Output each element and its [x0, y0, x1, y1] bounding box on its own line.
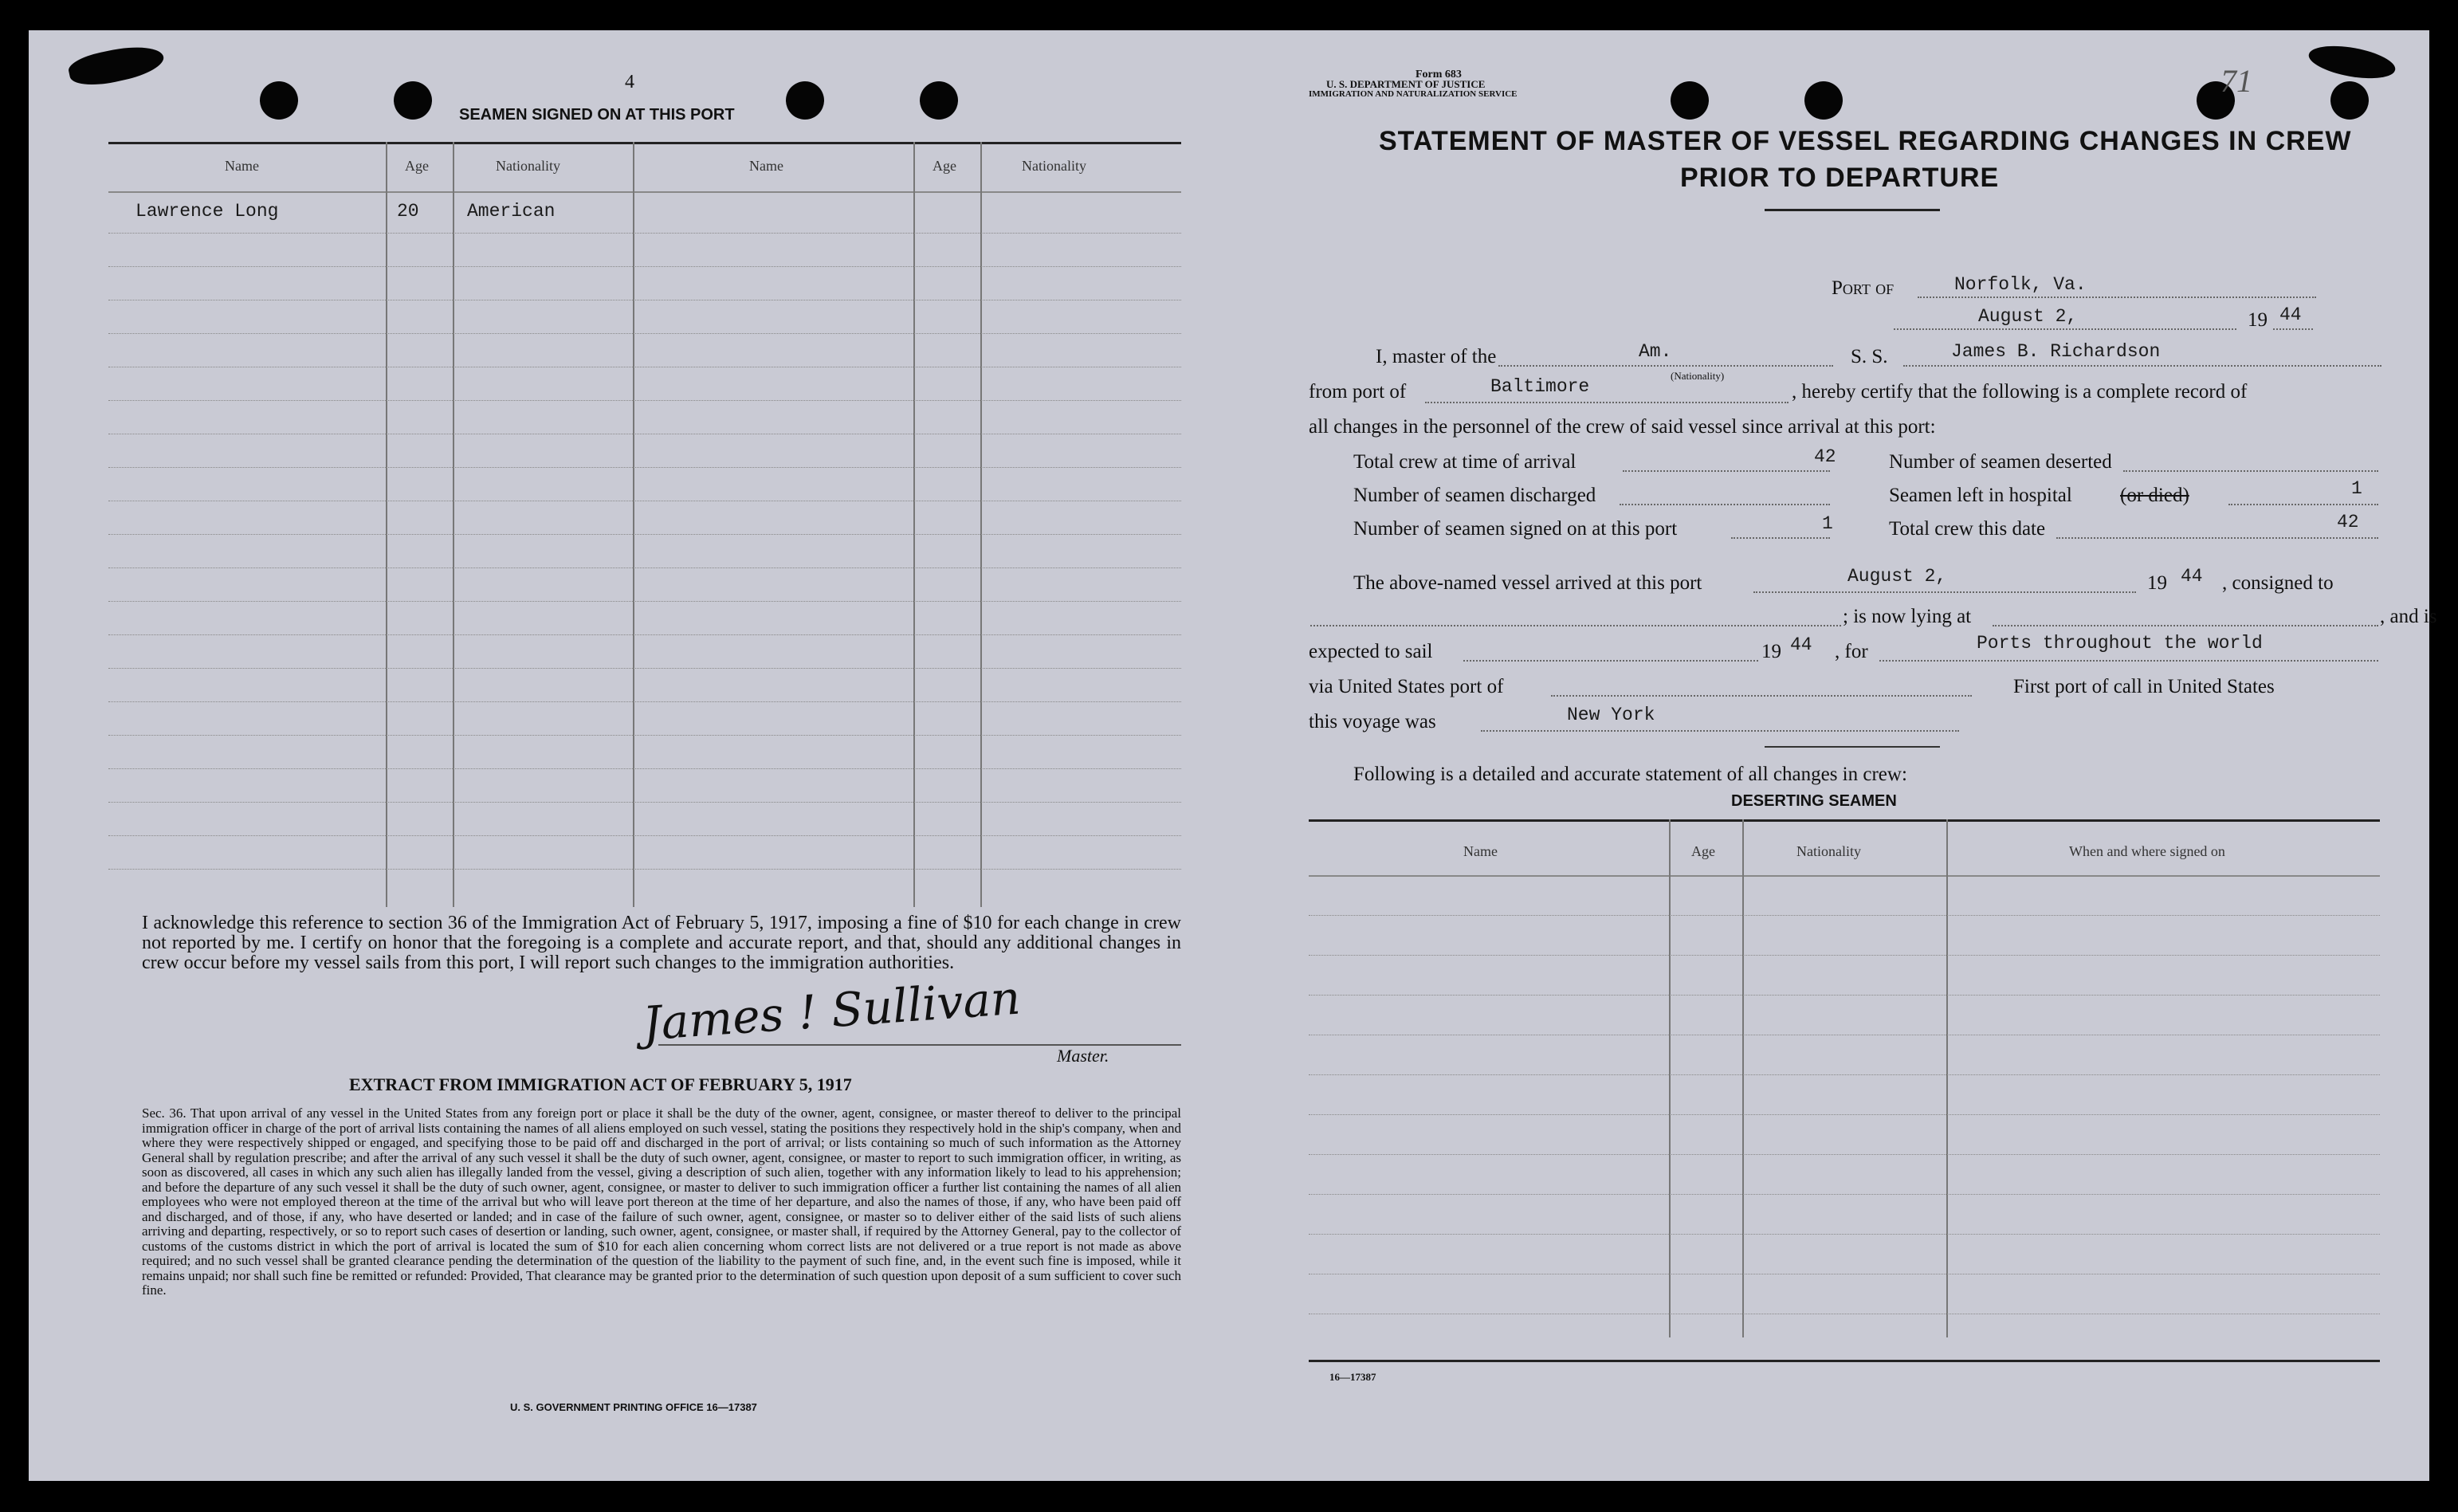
department: U. S. DEPARTMENT OF JUSTICE: [1326, 78, 1486, 90]
extract-text: Sec. 36. That upon arrival of any vessel in the United States from any foreign port or place it shall be the duty of the owner, agent, consignee, or master thereof to deliver to the principal immigration officer in charge of the port of arrival lists containing the names of all aliens employed on such vessel, stating the positions they respectively hold in the ship's company, when and where they were respectively shipped or engaged, and specifying those to be paid off and discharged in the port of arrival; or lists containing so much of such information as the Attorney General shall by regulation prescribe; and after the arrival of any such vessel it shall be the duty of such owner, agent, consignee, or master to report to such immigration officer, in writing, as soon as discovered, all cases in which any such alien has illegally landed from the vessel, giving a description of such alien, together with any information likely to lead to his apprehension; and before the departure of any such vessel it shall be the duty of such owner, agent, consignee, or master to deliver to such immigration officer a further list containing the names of all alien employees who were not employed thereon at the time of the arrival but who will leave port thereon at the time of her departure, and also the names of those, if any, who have been paid off and discharged, and of those, if any, who have deserted or landed; and in case of the failure of such owner, agent, consignee, or master so to deliver either of the said lists of such aliens arriving and departing, respectively, or so to report such cases of desertion or landing, such owner, agent, consignee, or master shall, if required by the Attorney General, pay to the collector of customs of the customs district in which the port of arrival is located the sum of $10 for each alien concerning whom correct lists are not delivered or a true report is not made as above required; and no such vessel shall be granted clearance pending the determination of the question of the liability to the payment of such fine, and, in the event such fine is imposed, while it remains unpaid; nor shall such fine be remitted or refunded: Provided, That clearance may be granted prior to the determination of such question upon deposit of a sum sufficient to cover such fine.: [142, 1106, 1181, 1298]
port-line: [1918, 297, 2316, 298]
stat-dots: [2056, 537, 2378, 539]
deserting-title: DESERTING SEAMEN: [1731, 792, 1897, 810]
following-text: Following is a detailed and accurate statement of all changes in crew:: [1353, 764, 1907, 785]
date-line: [1894, 328, 2236, 330]
col-divider: [913, 142, 915, 907]
header-nationality: Nationality: [496, 158, 560, 174]
first-port-line: [1481, 730, 1959, 732]
form-title-line2: PRIOR TO DEPARTURE: [1680, 163, 2000, 193]
deserting-header-name: Name: [1463, 843, 1498, 859]
vessel-line: [1903, 365, 2381, 367]
col-divider: [633, 142, 634, 907]
stat-dots: [2228, 504, 2378, 505]
total-arrival-value: 42: [1814, 446, 1836, 467]
total-arrival-label: Total crew at time of arrival: [1353, 451, 1576, 473]
printer-line: U. S. GOVERNMENT PRINTING OFFICE 16—17387: [510, 1401, 757, 1413]
col-divider: [980, 142, 982, 907]
torn-corner-blot: [2307, 41, 2398, 84]
hospital-value: 1: [2351, 478, 2362, 499]
deserting-top-rule: [1309, 819, 2380, 822]
port-value: Norfolk, Va.: [1954, 274, 2087, 295]
crew-name: Lawrence Long: [135, 201, 279, 222]
sail-year-prefix: 19: [1761, 641, 1781, 662]
handwritten-corner: 71: [2220, 63, 2252, 99]
stat-dots: [1731, 537, 1830, 539]
ss-label: S. S.: [1851, 346, 1888, 367]
deserting-header-when-where: When and where signed on: [2069, 843, 2225, 859]
punch-hole: [920, 81, 958, 120]
via-label: via United States port of: [1309, 676, 1504, 697]
header-nationality-2: Nationality: [1022, 158, 1086, 174]
table-header-rule: [108, 191, 1181, 193]
lying-line: [1993, 625, 2378, 626]
punch-hole: [2330, 81, 2369, 120]
master-signature: James ! Sullivan: [641, 970, 1023, 1051]
arrived-value: August 2,: [1847, 566, 1947, 587]
col-divider: [453, 142, 454, 907]
first-port-value: New York: [1567, 705, 1655, 725]
lying-label: ; is now lying at: [1843, 606, 1972, 627]
total-date-label: Total crew this date: [1889, 518, 2046, 540]
master-of-label: I, master of the: [1376, 346, 1497, 367]
title-underline: [1765, 209, 1940, 211]
first-port-label: First port of call in United States: [2013, 676, 2275, 697]
crew-age: 20: [397, 201, 419, 222]
consignee-line: [1310, 625, 1841, 626]
from-port-line: [1425, 402, 1789, 403]
stat-dots: [1620, 504, 1830, 505]
master-label: Master.: [1057, 1046, 1109, 1066]
table-top-rule: [108, 142, 1181, 144]
stat-dots: [1623, 470, 1830, 472]
col-divider: [1742, 819, 1744, 1337]
stat-dots: [2123, 470, 2378, 472]
header-age-2: Age: [933, 158, 956, 174]
consigned-label: , consigned to: [2222, 572, 2334, 594]
form-footer: 16—17387: [1329, 1371, 1376, 1383]
certify-text: , hereby certify that the following is a complete record of: [1792, 381, 2248, 403]
signed-on-label: Number of seamen signed on at this port: [1353, 518, 1678, 540]
deserted-label: Number of seamen deserted: [1889, 451, 2112, 473]
year-line: [2273, 328, 2313, 330]
sail-year: 44: [1790, 634, 1812, 655]
destination-line: [1879, 660, 2378, 662]
document-sheet: [29, 30, 2437, 1481]
section-divider: [1765, 746, 1940, 748]
nationality-line: [1498, 365, 1833, 367]
changes-text: all changes in the personnel of the crew of said vessel since arrival at this port:: [1309, 416, 1936, 438]
col-divider: [1946, 819, 1948, 1337]
this-voyage-label: this voyage was: [1309, 711, 1436, 732]
vessel-name: James B. Richardson: [1951, 341, 2161, 362]
for-label: , for: [1835, 641, 1868, 662]
page-number: 4: [625, 72, 634, 92]
header-name: Name: [225, 158, 259, 174]
arrived-year-prefix: 19: [2147, 572, 2167, 594]
nationality-hint: (Nationality): [1671, 370, 1725, 382]
expected-label: expected to sail: [1309, 641, 1433, 662]
crew-nationality: American: [467, 201, 556, 222]
arrived-year: 44: [2181, 566, 2203, 587]
left-section-title: SEAMEN SIGNED ON AT THIS PORT: [459, 106, 735, 124]
signed-on-value: 1: [1822, 513, 1833, 534]
discharged-label: Number of seamen discharged: [1353, 485, 1596, 506]
sail-date-line: [1463, 660, 1758, 662]
hospital-label: Seamen left in hospital: [1889, 485, 2072, 506]
header-age: Age: [405, 158, 429, 174]
extract-title: EXTRACT FROM IMMIGRATION ACT OF FEBRUARY 5, 1917: [349, 1074, 852, 1094]
via-line: [1551, 695, 1972, 697]
from-port-label: from port of: [1309, 381, 1407, 403]
deserting-bottom-rule: [1309, 1360, 2380, 1362]
punch-hole: [260, 81, 298, 120]
nationality-value: Am.: [1639, 341, 1672, 362]
punch-hole: [786, 81, 824, 120]
hospital-struck: (or died): [2120, 485, 2189, 506]
service: IMMIGRATION AND NATURALIZATION SERVICE: [1309, 89, 1518, 99]
punch-hole: [1804, 81, 1843, 120]
arrived-label: The above-named vessel arrived at this port: [1353, 572, 1702, 594]
date-value: August 2,: [1978, 306, 2078, 327]
date-year: 44: [2279, 304, 2302, 325]
header-name-2: Name: [749, 158, 783, 174]
col-divider: [386, 142, 387, 907]
punch-hole: [1671, 81, 1709, 120]
punch-hole: [394, 81, 432, 120]
and-is-label: , and is: [2380, 606, 2437, 627]
deserting-header-age: Age: [1691, 843, 1715, 859]
form-title-line1: STATEMENT OF MASTER OF VESSEL REGARDING CHANGES IN CREW: [1379, 126, 2352, 156]
from-port-value: Baltimore: [1490, 376, 1590, 397]
total-date-value: 42: [2337, 512, 2359, 532]
destination-value: Ports throughout the world: [1977, 633, 2263, 654]
deserting-header-rule: [1309, 875, 2380, 877]
port-label: Port of: [1832, 277, 1895, 299]
torn-corner-blot: [66, 40, 167, 91]
deserting-header-nationality: Nationality: [1796, 843, 1861, 859]
arrived-line: [1753, 591, 2136, 593]
form-number: Form 683: [1416, 69, 1462, 81]
col-divider: [1669, 819, 1671, 1337]
acknowledgement-text: I acknowledge this reference to section 36 of the Immigration Act of February 5, 1917, imposing a fine of $10 for each change in crew not reported by me. I certify on honor that the foregoing is a complete and accurate report, and that, should any additional changes in crew occur before my vessel sails from this port, I will report such changes to the immigration authorities.: [142, 913, 1181, 973]
date-year-prefix: 19: [2248, 309, 2268, 331]
